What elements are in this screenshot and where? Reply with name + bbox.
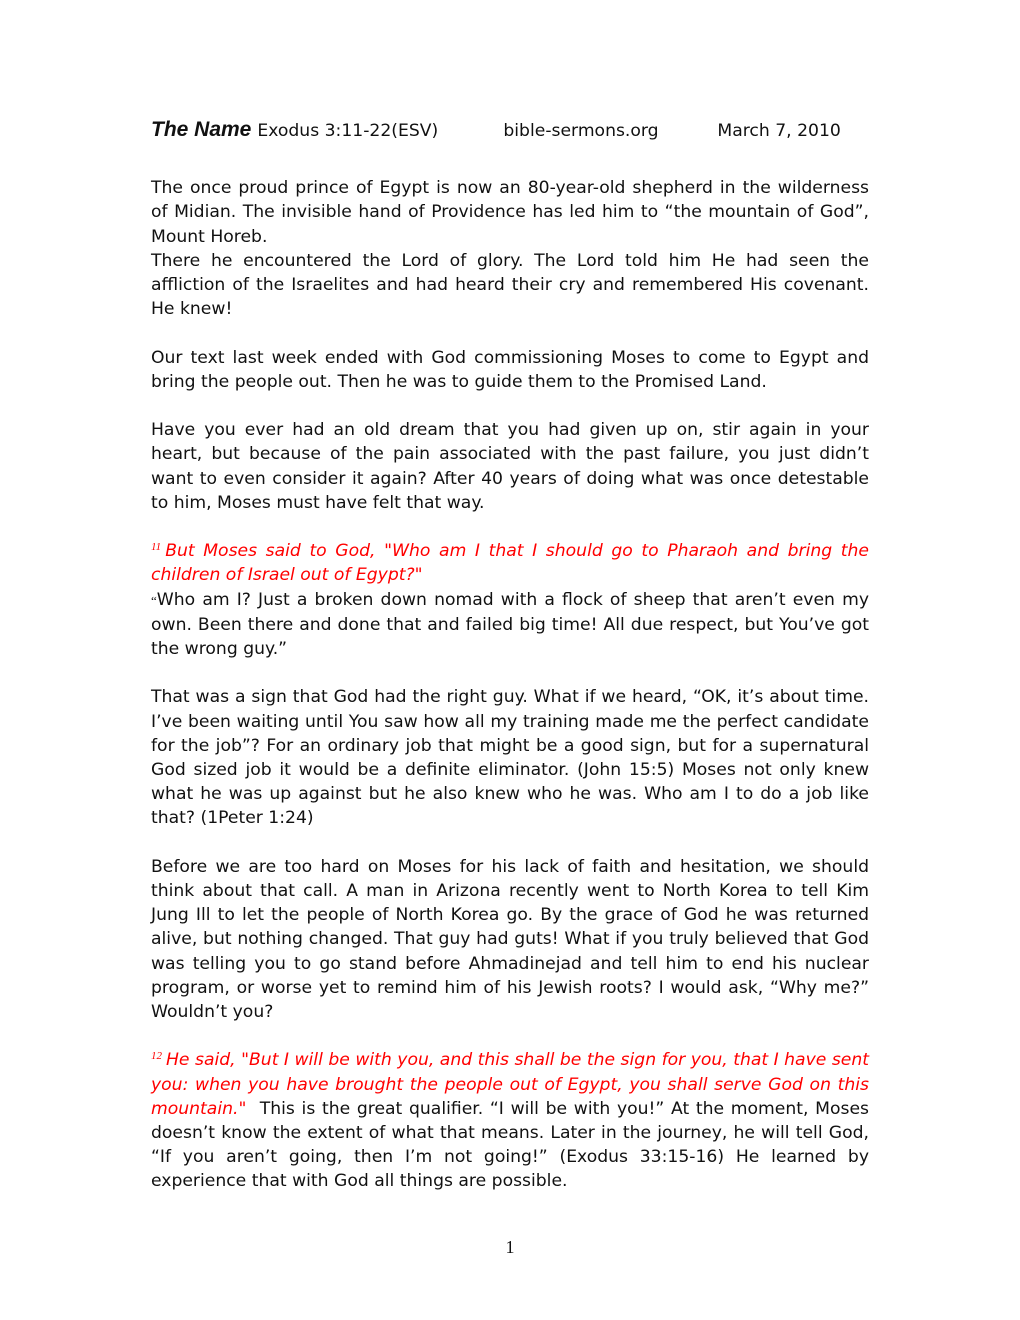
paragraph-last-week: Our text last week ended with God commissioning Moses to come to Egypt and bring the people out. Then he was to guide them to the Promised Land.	[151, 347, 869, 392]
paragraph-who-am-i	[151, 588, 869, 662]
spacer	[151, 661, 869, 685]
document-body	[151, 118, 869, 1194]
sermon-header	[151, 118, 869, 152]
verse-text: He said, "But I will be with you, and this shall be the sign for you, that I have sent you: when you have brought the people out of Egypt, you shall serve God on this mountain."	[151, 1050, 869, 1119]
paragraph-right-guy: That was a sign that God had the right guy. What if we heard, “OK, it’s about time. I’ve been waiting until You saw how all my training made me the perfect candidate for the job”? For an ordinary job that might be a good sign, but for a supernatural God sized job it would be a definite eliminator. (John 15:5) Moses not only knew what he was up against but he also knew who he was. Who am I to do a job like that? (1Peter 1:24)	[151, 687, 869, 829]
verse-text: But Moses said to God, "Who am I that I should go to Pharaoh and bring the children of Israel out of Egypt?"	[151, 541, 869, 586]
scripture-reference: Exodus 3:11-22(ESV)	[257, 121, 439, 141]
spacer	[151, 394, 869, 418]
spacer	[151, 515, 869, 539]
sermon-date: March 7, 2010	[717, 121, 841, 141]
paragraph-hard-on-moses: Before we are too hard on Moses for his lack of faith and hesitation, we should think about that call. A man in Arizona recently went to North Korea to tell Kim Jung Ill to let the people of North Korea go. By the grace of God he was returned alive, but nothing changed. That guy had guts! What if you truly believed that God was telling you to go stand before Ahmadinejad and tell him to end his nuclear program, or worse yet to remind him of his Jewish roots? I would ask, “Why me?” Wouldn’t you?	[151, 856, 869, 1023]
scripture-verse-11	[151, 539, 869, 587]
paragraph-verse-12	[151, 1048, 869, 1193]
verse-number: 12	[151, 1050, 162, 1063]
page-number: 1	[505, 1237, 515, 1257]
paragraph-old-dream: Have you ever had an old dream that you had given up on, stir again in your heart, but because of the pain associated with the past failure, you just didn’t want to even consider it again? After 40 years of doing what was once detestable to him, Moses must have felt that way.	[151, 420, 869, 513]
verse-number: 11	[151, 541, 162, 554]
website-name: bible-sermons.org	[503, 121, 659, 141]
paragraph-text: Who am I? Just a broken down nomad with a flock of sheep that aren’t even my own. Been there and done that and failed big time! All due respect, but You’ve got the wrong guy.”	[151, 589, 869, 659]
paragraph-text: This is the great qualifier. “I will be with you!” At the moment, Moses doesn’t know the extent of what that means. Later in the journey, he will tell God, “If you aren’t going, then I’m not going!” (Exodus 33:15-16) He learned by experience that with God all things are possible.	[151, 1098, 869, 1192]
paragraph-intro: The once proud prince of Egypt is now an 80-year-old shepherd in the wilderness of Midian. The invisible hand of Providence has led him to “the mountain of God”, Mount Horeb.	[151, 178, 869, 247]
open-quote: “	[151, 592, 157, 608]
paragraph-encounter: There he encountered the Lord of glory. The Lord told him He had seen the affliction of the Israelites and had heard their cry and remembered His covenant. He knew!	[151, 250, 869, 320]
spacer	[151, 831, 869, 855]
spacer	[151, 1024, 869, 1048]
sermon-title: The Name	[151, 118, 252, 141]
spacer	[151, 152, 869, 176]
spacer	[151, 321, 869, 345]
